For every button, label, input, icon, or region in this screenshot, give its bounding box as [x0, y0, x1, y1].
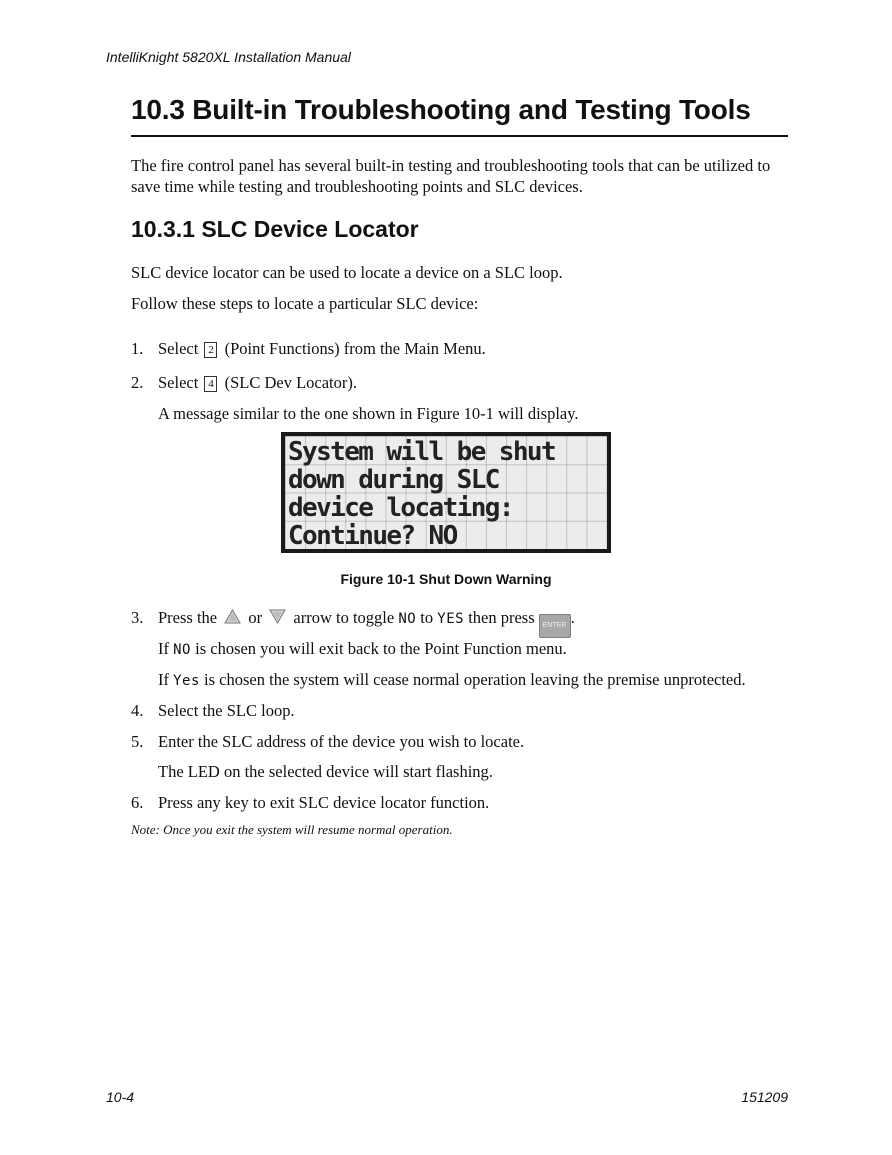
step-text: Press any key to exit SLC device locator function. [158, 793, 490, 812]
keypad-key-2: 2 [204, 342, 217, 358]
lcd-text-no: NO [173, 642, 191, 658]
sub-text: is chosen the system will cease normal operation leaving the premise unprotected. [204, 670, 746, 689]
sub-text: is chosen you will exit back to the Point Function menu. [195, 639, 567, 658]
lcd-line-1: System will be shut [288, 437, 556, 467]
lcd-display [281, 432, 611, 553]
lcd-screen [285, 436, 607, 549]
step-5 [131, 731, 791, 752]
lcd-line-4: Continue? NO [288, 521, 457, 551]
down-arrow-key-icon [269, 609, 286, 624]
document-number: 151209 [741, 1089, 788, 1105]
step-5-subtext: The LED on the selected device will start flashing. [158, 762, 493, 781]
step-number: 1. [131, 339, 144, 358]
keypad-key-4: 4 [204, 376, 217, 392]
section-title: 10.3 Built-in Troubleshooting and Testing Tools [131, 94, 751, 125]
step-text: . [570, 608, 575, 627]
step-3 [131, 607, 791, 638]
subsection-para-1: SLC device locator can be used to locate a device on a SLC loop. [131, 263, 563, 282]
step-6 [131, 792, 791, 813]
step-2 [131, 372, 791, 393]
section-title-rule [131, 135, 788, 137]
step-number: 2. [131, 373, 144, 392]
step-3-subtext-1 [158, 638, 567, 661]
step-4 [131, 700, 791, 721]
note: Note: Once you exit the system will resume normal operation. [131, 822, 453, 837]
step-number: 4. [131, 701, 144, 720]
step-text: (SLC Dev Locator). [224, 373, 357, 392]
step-number: 6. [131, 793, 144, 812]
step-text: Select [158, 339, 199, 358]
sub-text: If [158, 670, 169, 689]
step-text: Select [158, 373, 199, 392]
lcd-text-yes: YES [437, 611, 465, 627]
step-3-subtext-2 [158, 669, 746, 692]
subsection-title: 10.3.1 SLC Device Locator [131, 216, 419, 242]
section-intro: The fire control panel has several built-in testing and troubleshooting tools that can be utilized to save time while testing and troubleshooting points and SLC devices. [131, 156, 771, 196]
step-1 [131, 338, 791, 359]
step-text: to [420, 608, 434, 627]
lcd-line-2: down during SLC [288, 465, 499, 495]
lcd-text-yes: Yes [173, 673, 200, 689]
step-text: Select the SLC loop. [158, 701, 295, 720]
lcd-text-no: NO [398, 611, 417, 627]
step-number: 5. [131, 732, 144, 751]
figure-caption: Figure 10-1 Shut Down Warning [340, 571, 552, 587]
step-text: Enter the SLC address of the device you wish to locate. [158, 732, 525, 751]
sub-text: If [158, 639, 169, 658]
step-text: then press [468, 608, 535, 627]
running-header: IntelliKnight 5820XL Installation Manual [106, 49, 351, 65]
lcd-line-3: device locating: [288, 493, 513, 523]
step-text: or [248, 608, 263, 627]
enter-key-icon: ENTER [539, 614, 571, 638]
step-number: 3. [131, 608, 144, 627]
step-text: (Point Functions) from the Main Menu. [224, 339, 486, 358]
page-number: 10-4 [106, 1089, 135, 1105]
step-text: Press the [158, 608, 218, 627]
step-text: arrow to toggle [293, 608, 395, 627]
up-arrow-key-icon [224, 609, 241, 624]
step-2-subtext: A message similar to the one shown in Figure 10-1 will display. [158, 404, 579, 423]
subsection-para-2: Follow these steps to locate a particular SLC device: [131, 294, 479, 313]
